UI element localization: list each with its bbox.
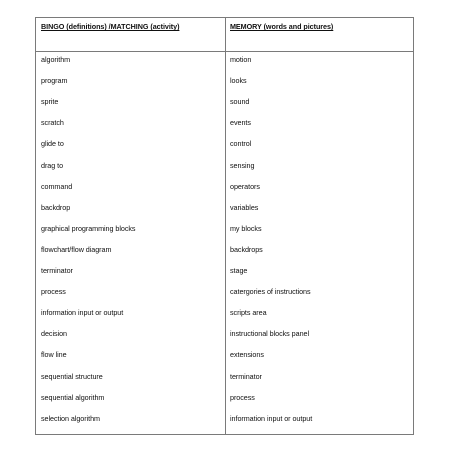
left-term-cell: algorithm [41, 55, 71, 64]
right-term-cell: process [230, 392, 255, 402]
right-term-cell: stage [230, 266, 248, 275]
left-term-cell: flow line [41, 350, 67, 360]
left-term-cell: graphical programming blocks [41, 223, 136, 233]
left-term-cell: terminator [41, 266, 73, 275]
header-bingo-matching: BINGO (definitions) /MATCHING (activity) [41, 22, 180, 31]
left-term-cell: process [41, 287, 66, 297]
left-term-cell: program [41, 76, 68, 86]
left-term-cell: drag to [41, 160, 64, 170]
header-memory: MEMORY (words and pictures) [230, 22, 334, 31]
left-term-cell: flowchart/flow diagram [41, 244, 112, 254]
right-term-cell: sound [230, 97, 250, 107]
right-term-cell: variables [230, 202, 259, 212]
right-term-cell: sensing [230, 160, 255, 170]
left-term-cell: decision [41, 329, 67, 339]
right-term-cell: events [230, 118, 251, 128]
column-divider [225, 18, 226, 434]
right-term-cell: my blocks [230, 223, 262, 233]
left-term-cell: command [41, 181, 73, 191]
left-term-cell: sequential algorithm [41, 392, 105, 402]
right-term-cell: information input or output [230, 413, 313, 423]
left-term-cell: sprite [41, 97, 59, 107]
left-term-cell: selection algorithm [41, 413, 100, 423]
right-term-cell: control [230, 139, 252, 149]
left-term-cell: information input or output [41, 308, 124, 318]
right-term-cell: catergories of instructions [230, 287, 311, 297]
left-term-cell: backdrop [41, 202, 71, 212]
right-term-cell: backdrops [230, 244, 263, 254]
right-term-cell: operators [230, 181, 260, 191]
right-term-cell: motion [230, 55, 252, 64]
vocabulary-table [35, 17, 414, 435]
right-term-cell: terminator [230, 371, 262, 381]
left-term-cell: sequential structure [41, 371, 103, 381]
header-separator [36, 51, 413, 52]
right-term-cell: scripts area [230, 308, 267, 318]
left-term-cell: scratch [41, 118, 64, 128]
left-term-cell: glide to [41, 139, 64, 149]
right-term-cell: extensions [230, 350, 264, 360]
right-term-cell: looks [230, 76, 247, 86]
right-term-cell: instructional blocks panel [230, 329, 310, 339]
